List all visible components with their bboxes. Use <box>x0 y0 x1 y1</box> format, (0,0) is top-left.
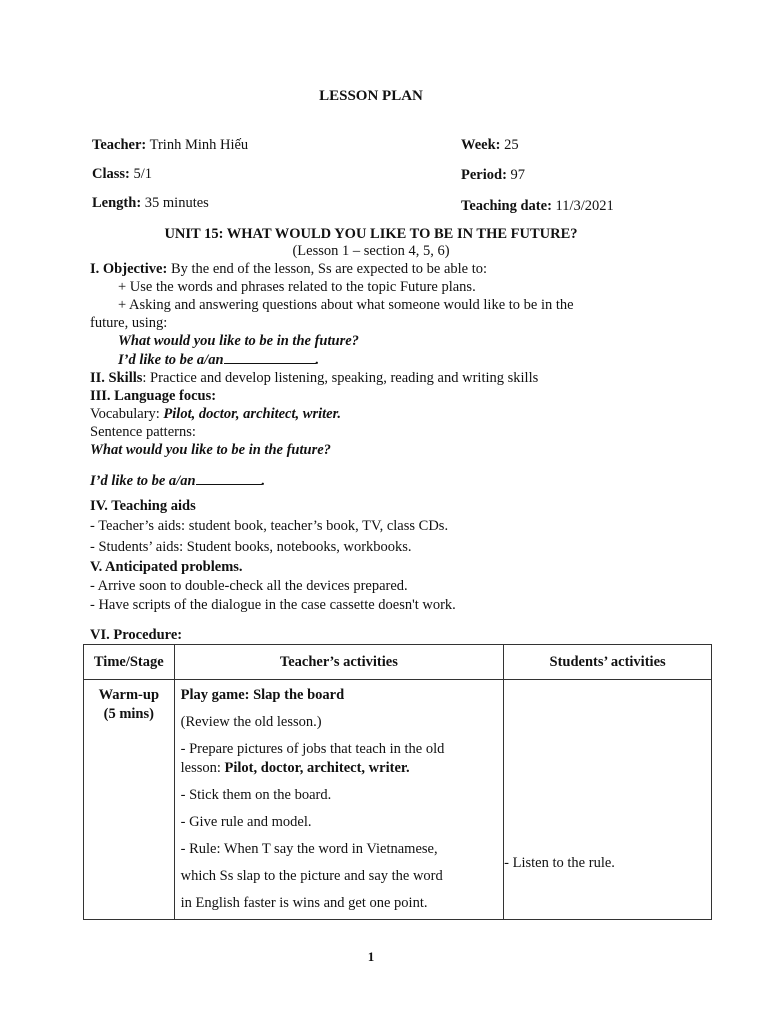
skills-line <box>90 369 538 387</box>
header-time-stage: Time/Stage <box>84 645 175 680</box>
class-value: 5/1 <box>133 166 153 182</box>
teacher-row <box>92 136 248 154</box>
period-row <box>461 166 525 184</box>
objective-answer-blank <box>224 350 316 364</box>
teacher-label: Teacher: <box>92 137 147 153</box>
stage-duration: (5 mins) <box>103 706 154 722</box>
rule-model-instruction: - Give rule and model. <box>180 814 312 830</box>
procedure-heading: VI. Procedure: <box>90 627 183 643</box>
procedure-table <box>83 644 712 920</box>
objective-answer-end: . <box>315 352 320 368</box>
problems-heading: V. Anticipated problems. <box>90 559 243 575</box>
period-value: 97 <box>510 167 526 183</box>
teaching-date-row <box>461 197 614 215</box>
table-row <box>84 680 712 920</box>
table-header-row <box>84 645 712 680</box>
class-row <box>92 165 152 183</box>
week-label: Week: <box>461 137 501 153</box>
objective-text: By the end of the lesson, Ss are expected to be able to: <box>167 261 488 277</box>
students-activities-cell <box>504 680 712 920</box>
skills-heading: II. Skills <box>90 370 143 386</box>
vocabulary-label: Vocabulary: <box>90 406 164 422</box>
teaching-aids-heading: IV. Teaching aids <box>90 498 196 514</box>
prepare-line-2 <box>181 759 504 778</box>
problem-item-1: - Arrive soon to double-check all the devices prepared. <box>90 578 408 594</box>
vocabulary-line <box>90 405 341 423</box>
page-number: 1 <box>367 949 375 964</box>
objective-question: What would you like to be in the future? <box>118 333 359 349</box>
skills-text: : Practice and develop listening, speaking, reading and writing skills <box>142 370 539 386</box>
pattern-answer-end: . <box>261 473 266 489</box>
objective-heading: I. Objective: <box>90 261 168 277</box>
pattern-answer-text: I’d like to be a/an <box>90 473 196 489</box>
document-title: LESSON PLAN <box>319 88 423 104</box>
stick-instruction: - Stick them on the board. <box>180 787 332 803</box>
student-listen: - Listen to the rule. <box>504 855 615 871</box>
rule-line-1: - Rule: When T say the word in Vietnamese, <box>180 841 438 857</box>
student-aids: - Students’ aids: Student books, notebooks, workbooks. <box>90 539 412 555</box>
objective-answer-text: I’d like to be a/an <box>118 352 224 368</box>
unit-title: UNIT 15: WHAT WOULD YOU LIKE TO BE IN THE FUTURE? <box>164 226 578 242</box>
class-label: Class: <box>92 166 130 182</box>
rule-line-2: which Ss slap to the picture and say the word <box>180 868 443 884</box>
length-row <box>92 194 209 212</box>
teacher-value: Trinh Minh Hiếu <box>149 137 249 153</box>
problem-item-2: - Have scripts of the dialogue in the case cassette doesn't work. <box>90 597 456 613</box>
pattern-answer-blank <box>196 471 262 485</box>
header-students-activities: Students’ activities <box>504 645 712 680</box>
stage-name: Warm-up <box>98 687 160 703</box>
game-title: Play game: Slap the board <box>180 687 345 703</box>
lesson-line: (Lesson 1 – section 4, 5, 6) <box>292 243 450 259</box>
teaching-date-value: 11/3/2021 <box>555 198 614 214</box>
objective-item-2a: + Asking and answering questions about what someone would like to be in the <box>118 297 574 313</box>
sentence-patterns-label: Sentence patterns: <box>90 424 196 440</box>
teaching-date-label: Teaching date: <box>461 198 552 214</box>
teacher-aids: - Teacher’s aids: student book, teacher’s book, TV, class CDs. <box>90 518 449 534</box>
stage-cell <box>84 680 175 920</box>
length-label: Length: <box>92 195 142 211</box>
vocabulary-value: Pilot, doctor, architect, writer. <box>163 406 342 422</box>
objective-answer <box>118 350 319 369</box>
prepare-line-1: - Prepare pictures of jobs that teach in the old <box>180 741 445 757</box>
week-value: 25 <box>504 137 519 153</box>
pattern-answer <box>90 471 265 490</box>
objective-item-2b: future, using: <box>90 315 168 331</box>
period-label: Period: <box>461 167 507 183</box>
pattern-question: What would you like to be in the future? <box>90 442 331 458</box>
week-row <box>461 136 519 154</box>
language-focus-heading: III. Language focus: <box>90 388 217 404</box>
rule-line-3: in English faster is wins and get one point. <box>180 895 428 911</box>
header-teacher-activities: Teacher’s activities <box>174 645 504 680</box>
teacher-activities-cell <box>174 680 504 920</box>
objective-item-1: + Use the words and phrases related to the topic Future plans. <box>118 279 476 295</box>
review-note: (Review the old lesson.) <box>180 714 322 730</box>
length-value: 35 minutes <box>144 195 209 211</box>
objective-line <box>90 260 487 278</box>
prepare-line-2-text: lesson: <box>180 760 225 776</box>
prepare-vocab: Pilot, doctor, architect, writer. <box>224 760 410 776</box>
